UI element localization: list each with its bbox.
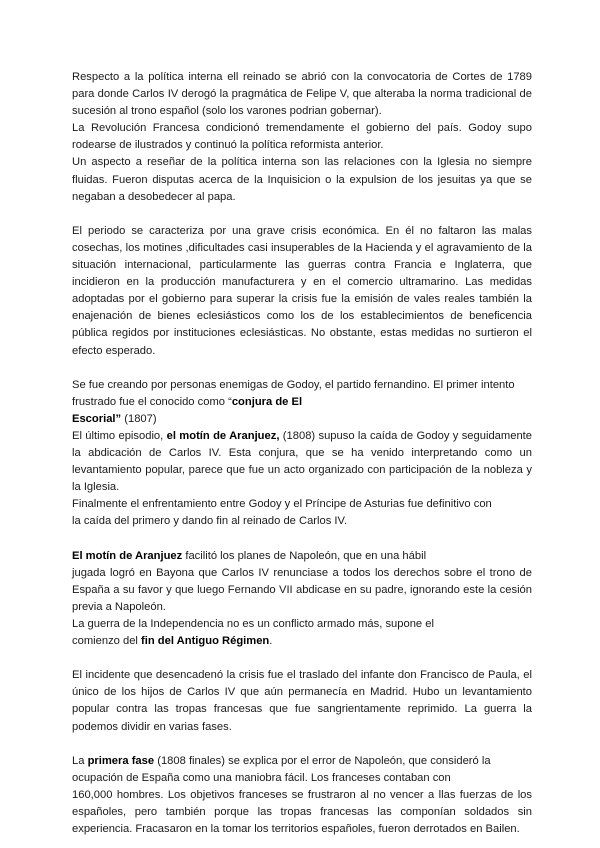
text-line: incidieron en la producción manufacturera y en el comercio ultramarino. Las medidas bbox=[72, 276, 532, 289]
text-line: fluidas. Fueron disputas acerca de la Inquisicion o la expulsion de los jesuitas ya que se bbox=[72, 173, 532, 186]
text-line bbox=[72, 633, 532, 650]
text-line: españoles, pero también porque las tropas francesas las componían soldados sin bbox=[72, 806, 532, 819]
paragraph-bayona bbox=[72, 548, 532, 616]
text-run: (1807) bbox=[121, 412, 157, 425]
text-line: rodearse de ilustrados y continuó la política reformista anterior. bbox=[72, 139, 384, 152]
text-line: Finalmente el enfrentamiento entre Godoy y el Príncipe de Asturias fue definitivo con bbox=[72, 498, 492, 511]
text-line bbox=[72, 753, 532, 770]
text-run: frustrado fue el conocido como “ bbox=[72, 395, 232, 408]
text-line: jugada logró en Bayona que Carlos IV renunciase a todos los derechos sobre el trono de bbox=[72, 566, 532, 579]
text-run: (1808) supuso la caída de Godoy y seguidamente bbox=[279, 429, 533, 442]
text-line: la abdicación de Carlos IV. Esta conjura, que se ha venido interpretando como un bbox=[72, 447, 532, 460]
text-line: la caída del primero y dando fin al reinado de Carlos IV. bbox=[72, 515, 348, 528]
text-line: popular contra las tropas francesas que fue sangrientamente reprimido. La guerra la bbox=[72, 703, 532, 716]
text-line: El periodo se caracteriza por una grave crisis económica. En él no faltaron las malas bbox=[72, 224, 532, 237]
text-line: ocupación de España como una maniobra fácil. Los franceses contaban con bbox=[72, 771, 451, 784]
text-line: previa a Napoleón. bbox=[72, 600, 166, 613]
text-line: podemos dividir en varias fases. bbox=[72, 720, 232, 733]
text-line: España a su favor y que luego Fernando VII abdicase en su padre, ignorando este la cesión bbox=[72, 583, 532, 596]
paragraph-iglesia bbox=[72, 154, 532, 205]
text-line: pública regidos por instituciones eclesiásticas. No obstante, estas medidas no surtieron el bbox=[72, 327, 532, 340]
paragraph-revolucion bbox=[72, 120, 532, 154]
text-line: negaban a desobedecer al papa. bbox=[72, 190, 236, 203]
text-line: 160,000 hombres. Los objetivos franceses se frustraron al no vencer a llas fuerzas de los bbox=[72, 788, 532, 801]
text-line: Se fue creando por personas enemigas de Godoy, el partido fernandino. El primer intento bbox=[72, 378, 515, 391]
text-run: (1808 finales) se explica por el error de Napoleón, que consideró la bbox=[154, 754, 491, 767]
text-line: La guerra de la Independencia no es un conflicto armado más, supone el bbox=[72, 618, 434, 630]
paragraph-crisis-economica bbox=[72, 223, 532, 360]
bold-term: conjura de El bbox=[231, 395, 303, 408]
text-line: sucesión al trono español (solo los varones podrian gobernar). bbox=[72, 105, 382, 118]
text-line: efecto esperado. bbox=[72, 344, 156, 357]
text-line: único de los hijos de Carlos IV que aún permanecía en Madrid. Hubo un levantamiento bbox=[72, 686, 532, 699]
text-line bbox=[72, 428, 532, 445]
bold-term: El motín de Aranjuez bbox=[72, 549, 183, 562]
text-line: adoptadas por el gobierno para superar la crisis fue la emisión de vales reales también la bbox=[72, 293, 532, 306]
paragraph-guerra-independencia bbox=[72, 616, 532, 650]
text-run: facilitó los planes de Napoleón, que en una hábil bbox=[182, 549, 427, 562]
text-run: El último episodio, bbox=[72, 429, 167, 442]
text-run: La bbox=[72, 754, 88, 767]
text-line: para donde Carlos IV derogó la pragmática de Felipe V, que alteraba la norma tradicional de bbox=[72, 88, 532, 101]
paragraph-cortes bbox=[72, 69, 532, 120]
text-line: cosechas, los motines ,dificultades casi insuperables de la Hacienda y el agravamiento de la bbox=[72, 241, 532, 254]
paragraph-motin-aranjuez bbox=[72, 428, 532, 496]
text-line: enajenación de bienes eclesiásticos como los de los establecimientos de beneficencia bbox=[72, 310, 532, 323]
paragraph-primera-fase bbox=[72, 753, 532, 838]
text-run: comienzo del bbox=[72, 635, 142, 648]
text-line: El incidente que desencadenó la crisis fue el traslado del infante don Francisco de Paula, el bbox=[72, 669, 532, 682]
text-line: experiencia. Fracasaron en la tomar los territorios españoles, fueron derrotados en Bailen. bbox=[72, 823, 520, 836]
text-line: la Iglesia. bbox=[72, 481, 120, 494]
document-page bbox=[72, 69, 532, 838]
text-line bbox=[72, 548, 532, 565]
text-line: levantamiento popular, parece que fue un acto organizado con participación de la nobleza y bbox=[72, 464, 532, 477]
bold-term: el motín de Aranjuez, bbox=[166, 429, 280, 442]
paragraph-partido-fernandino bbox=[72, 377, 532, 428]
text-line bbox=[72, 411, 532, 428]
text-line: Un aspecto a reseñar de la política interna son las relaciones con la Iglesia no siempre bbox=[72, 156, 532, 169]
paragraph-incidente bbox=[72, 667, 532, 735]
text-run: . bbox=[269, 635, 273, 648]
paragraph-enfrentamiento bbox=[72, 496, 532, 530]
bold-term: primera fase bbox=[87, 754, 155, 767]
text-line bbox=[72, 394, 532, 411]
bold-term: Escorial” bbox=[72, 412, 122, 425]
text-line: Respecto a la política interna ell reinado se abrió con la convocatoria de Cortes de 1789 bbox=[72, 71, 532, 83]
text-line: La Revolución Francesa condicionó tremendamente el gobierno del país. Godoy supo bbox=[72, 122, 532, 135]
text-line: situación internacional, particularmente las guerras contra Francia e Inglaterra, que bbox=[72, 259, 532, 272]
bold-term: fin del Antiguo Régimen bbox=[141, 635, 270, 648]
